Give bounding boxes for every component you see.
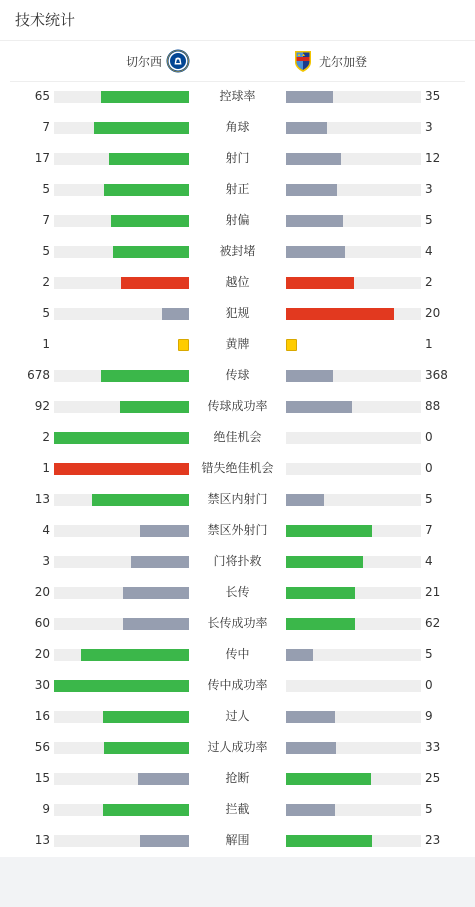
stat-label: 越位 — [225, 275, 250, 289]
home-value: 4 — [42, 523, 50, 537]
home-team-name: 切尔西 — [125, 54, 162, 69]
home-value: 17 — [34, 151, 50, 165]
away-value: 88 — [425, 399, 441, 413]
stat-label: 黄牌 — [225, 337, 250, 351]
home-bar-track — [54, 556, 189, 568]
away-value: 62 — [425, 616, 441, 630]
home-bar — [101, 370, 189, 382]
away-value: 23 — [425, 833, 441, 847]
away-value: 0 — [425, 678, 433, 692]
stat-label: 传球成功率 — [207, 399, 268, 413]
home-bar-track — [54, 215, 189, 227]
away-value: 20 — [425, 306, 441, 320]
away-bar-track — [286, 91, 421, 103]
away-bar — [286, 773, 371, 785]
home-bar — [109, 153, 189, 165]
stat-label: 过人 — [225, 709, 250, 723]
away-bar — [286, 277, 354, 289]
stat-row — [0, 639, 475, 670]
home-bar-track — [54, 122, 189, 134]
away-value: 5 — [425, 492, 433, 506]
chelsea-crest-icon — [166, 49, 190, 73]
stat-row — [0, 484, 475, 515]
home-value: 20 — [34, 647, 50, 661]
home-value: 5 — [42, 244, 50, 258]
away-bar — [286, 835, 372, 847]
home-value: 13 — [34, 833, 50, 847]
away-value: 25 — [425, 771, 441, 785]
away-bar — [286, 711, 335, 723]
stat-label: 禁区内射门 — [207, 492, 268, 506]
away-value: 5 — [425, 213, 433, 227]
stat-row — [0, 515, 475, 546]
home-bar — [121, 277, 189, 289]
away-bar — [286, 556, 363, 568]
home-bar — [54, 432, 189, 444]
stat-row — [0, 391, 475, 422]
home-bar — [120, 401, 189, 413]
home-value: 7 — [42, 213, 50, 227]
home-bar — [92, 494, 189, 506]
away-value: 7 — [425, 523, 433, 537]
home-bar-track — [54, 587, 189, 599]
away-bar — [286, 91, 333, 103]
away-bar-track — [286, 215, 421, 227]
home-value: 7 — [42, 120, 50, 134]
home-bar — [111, 215, 189, 227]
stat-row — [0, 329, 475, 360]
home-value: 5 — [42, 182, 50, 196]
home-value: 20 — [34, 585, 50, 599]
team-header — [0, 41, 475, 81]
away-bar-track — [286, 649, 421, 661]
away-bar-track — [286, 711, 421, 723]
stat-label: 抢断 — [225, 771, 250, 785]
away-bar — [286, 525, 372, 537]
home-bar — [123, 618, 189, 630]
home-bar-track — [54, 680, 189, 692]
home-bar-track — [54, 835, 189, 847]
home-bar-track — [54, 277, 189, 289]
away-team[interactable] — [291, 41, 367, 81]
stat-row — [0, 205, 475, 236]
stat-row — [0, 236, 475, 267]
home-value: 2 — [42, 430, 50, 444]
away-bar-track — [286, 618, 421, 630]
away-bar-track — [286, 835, 421, 847]
away-bar — [286, 153, 341, 165]
home-value: 1 — [42, 461, 50, 475]
away-value: 4 — [425, 554, 433, 568]
section-title: 技术统计 — [15, 11, 76, 29]
away-value: 5 — [425, 647, 433, 661]
away-bar-track — [286, 556, 421, 568]
home-bar — [54, 463, 189, 475]
home-value: 15 — [34, 771, 50, 785]
away-value: 5 — [425, 802, 433, 816]
home-bar-track — [54, 618, 189, 630]
home-value: 56 — [34, 740, 50, 754]
away-bar-track — [286, 804, 421, 816]
away-value: 21 — [425, 585, 441, 599]
away-bar-track — [286, 680, 421, 692]
stat-label: 拦截 — [225, 802, 250, 816]
home-bar-track — [54, 246, 189, 258]
away-value: 368 — [425, 368, 448, 382]
home-value: 16 — [34, 709, 50, 723]
away-value: 9 — [425, 709, 433, 723]
home-value: 92 — [34, 399, 50, 413]
away-value: 3 — [425, 120, 433, 134]
home-bar — [123, 587, 189, 599]
home-bar — [162, 308, 189, 320]
stat-label: 长传成功率 — [207, 616, 268, 630]
away-bar-track — [286, 308, 421, 320]
home-bar — [140, 525, 189, 537]
home-bar-track — [54, 463, 189, 475]
stat-label: 射门 — [225, 151, 250, 165]
home-value: 60 — [34, 616, 50, 630]
home-bar — [138, 773, 189, 785]
stat-row — [0, 608, 475, 639]
home-bar — [131, 556, 189, 568]
home-bar-track — [54, 494, 189, 506]
yellow-card-icon — [286, 339, 297, 351]
stat-label: 传中成功率 — [207, 678, 268, 692]
home-bar-track — [54, 711, 189, 723]
away-bar — [286, 587, 355, 599]
away-bar — [286, 494, 324, 506]
away-bar-track — [286, 773, 421, 785]
home-bar — [103, 804, 189, 816]
home-value: 5 — [42, 306, 50, 320]
home-bar-track — [54, 525, 189, 537]
stat-label: 禁区外射门 — [207, 523, 268, 537]
djurgarden-crest-icon — [291, 49, 315, 73]
home-bar-track — [54, 308, 189, 320]
away-bar-track — [286, 742, 421, 754]
home-bar — [104, 184, 189, 196]
stat-label: 被封堵 — [219, 244, 256, 258]
away-value: 1 — [425, 337, 433, 351]
stat-row — [0, 825, 475, 856]
stats-list — [0, 81, 475, 856]
home-bar-track — [54, 649, 189, 661]
stat-label: 射正 — [225, 182, 250, 196]
away-bar-track — [286, 370, 421, 382]
yellow-card-icon — [178, 339, 189, 351]
away-value: 0 — [425, 461, 433, 475]
stat-label: 传球 — [225, 368, 250, 382]
stat-row — [0, 360, 475, 391]
stat-row — [0, 143, 475, 174]
home-bar — [103, 711, 189, 723]
away-value: 4 — [425, 244, 433, 258]
home-value: 9 — [42, 802, 50, 816]
stat-row — [0, 546, 475, 577]
home-bar-track — [54, 401, 189, 413]
home-bar-track — [54, 370, 189, 382]
home-value: 3 — [42, 554, 50, 568]
home-value: 2 — [42, 275, 50, 289]
away-bar — [286, 215, 343, 227]
home-bar-track — [54, 432, 189, 444]
away-bar — [286, 742, 336, 754]
home-bar — [81, 649, 189, 661]
home-bar-track — [54, 742, 189, 754]
away-bar — [286, 122, 327, 134]
away-bar — [286, 184, 337, 196]
away-bar-track — [286, 587, 421, 599]
stat-row — [0, 577, 475, 608]
home-value: 65 — [34, 89, 50, 103]
away-bar — [286, 401, 352, 413]
away-bar-track — [286, 246, 421, 258]
stat-label: 门将扑救 — [213, 554, 262, 568]
away-bar-track — [286, 122, 421, 134]
home-bar — [140, 835, 189, 847]
away-value: 33 — [425, 740, 441, 754]
away-bar-track — [286, 463, 421, 475]
home-bar — [104, 742, 189, 754]
away-bar — [286, 618, 355, 630]
stat-row — [0, 81, 475, 112]
away-bar-track — [286, 277, 421, 289]
stat-label: 控球率 — [219, 89, 256, 103]
away-value: 35 — [425, 89, 441, 103]
stat-row — [0, 298, 475, 329]
away-bar-track — [286, 432, 421, 444]
stat-row — [0, 112, 475, 143]
away-bar — [286, 649, 313, 661]
stat-row — [0, 732, 475, 763]
home-bar — [101, 91, 189, 103]
home-bar-track — [54, 153, 189, 165]
stat-row — [0, 174, 475, 205]
stat-label: 过人成功率 — [207, 740, 268, 754]
stat-row — [0, 422, 475, 453]
away-value: 3 — [425, 182, 433, 196]
stat-label: 绝佳机会 — [213, 430, 262, 444]
home-bar-track — [54, 773, 189, 785]
away-value: 12 — [425, 151, 441, 165]
away-bar — [286, 804, 335, 816]
home-bar-track — [54, 91, 189, 103]
away-bar — [286, 246, 345, 258]
home-value: 13 — [34, 492, 50, 506]
stat-label: 解围 — [225, 833, 250, 847]
stat-label: 犯规 — [225, 306, 250, 320]
stat-row — [0, 794, 475, 825]
stat-label: 传中 — [225, 647, 250, 661]
away-bar — [286, 308, 394, 320]
home-value: 678 — [27, 368, 50, 382]
stat-label: 角球 — [225, 120, 250, 134]
away-value: 0 — [425, 430, 433, 444]
home-bar — [113, 246, 189, 258]
home-bar — [54, 680, 189, 692]
away-bar-track — [286, 494, 421, 506]
home-bar — [94, 122, 189, 134]
away-value: 2 — [425, 275, 433, 289]
stat-row — [0, 670, 475, 701]
stat-row — [0, 453, 475, 484]
away-bar — [286, 370, 333, 382]
home-bar-track — [54, 804, 189, 816]
away-bar-track — [286, 525, 421, 537]
home-team[interactable] — [126, 41, 190, 81]
away-team-name: 尤尔加登 — [319, 54, 368, 69]
away-bar-track — [286, 153, 421, 165]
home-value: 1 — [42, 337, 50, 351]
stat-label: 射偏 — [225, 213, 250, 227]
stat-row — [0, 267, 475, 298]
stat-row — [0, 701, 475, 732]
away-bar-track — [286, 401, 421, 413]
stat-label: 错失绝佳机会 — [201, 461, 274, 475]
home-bar-track — [54, 184, 189, 196]
home-value: 30 — [34, 678, 50, 692]
away-bar-track — [286, 184, 421, 196]
stat-label: 长传 — [225, 585, 250, 599]
stat-row — [0, 763, 475, 794]
